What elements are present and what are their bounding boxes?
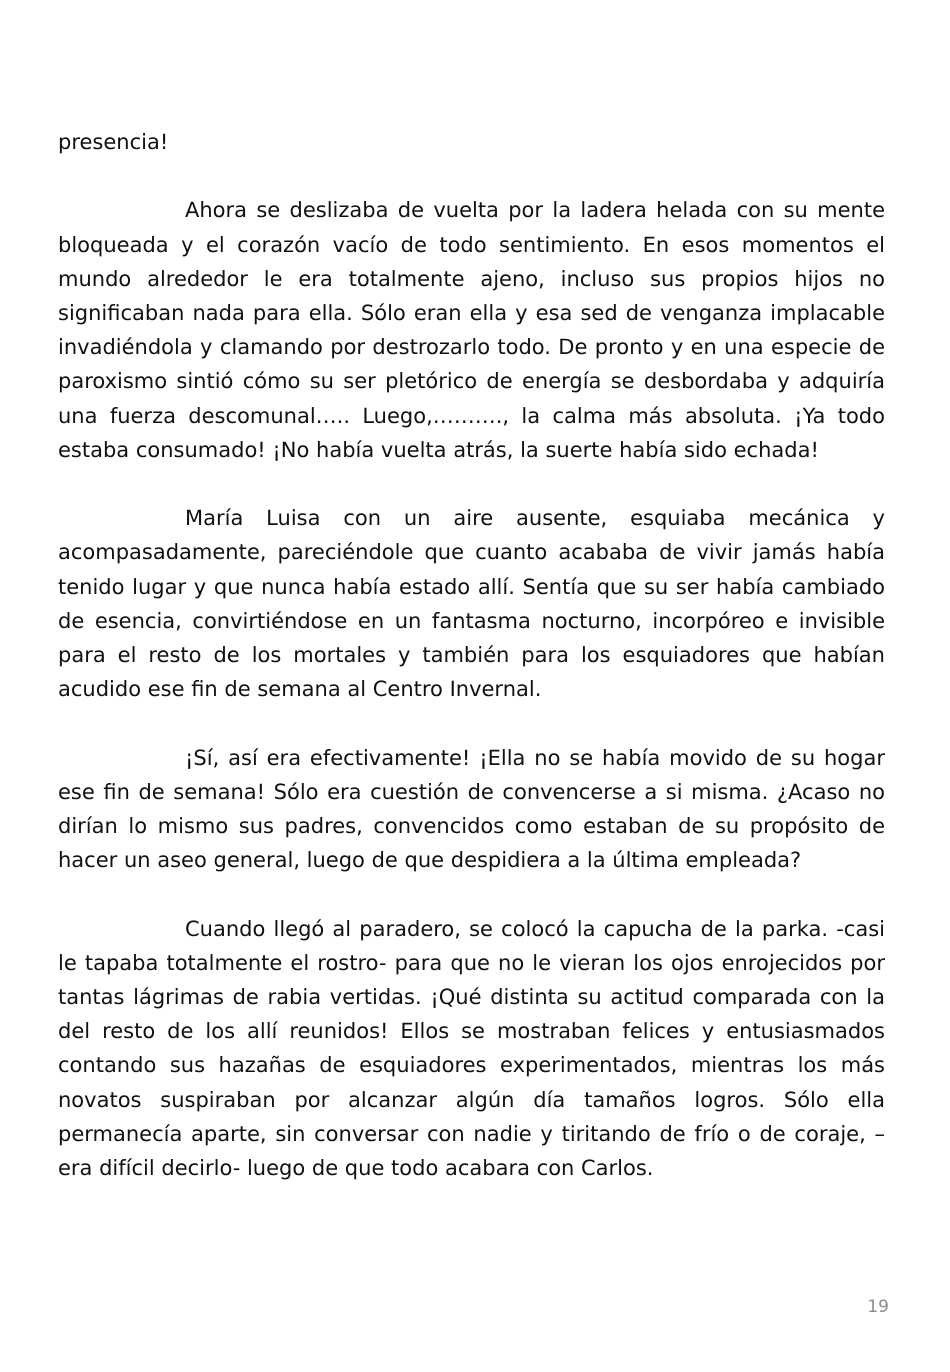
page-number: 19 (867, 1297, 889, 1317)
page-body (58, 125, 885, 1185)
paragraph-paradero: Cuando llegó al paradero, se colocó la capucha de la parka. -casi le tapaba totalmente el rostro- para que no le vieran los ojos enrojecidos por tantas lágrimas de rabia vertidas. ¡Qué distinta su actitud comparada con la del resto de los allí reunidos! Ellos se mostraban felices y entusiasmados contando sus hazañas de esquiadores experimentados, mientras los más novatos suspiraban por alcanzar algún día tamaños logros. Sólo ella permanecía aparte, sin conversar con nadie y tiritando de frío o de coraje, –era difícil decirlo- luego de que todo acabara con Carlos. (58, 916, 885, 1181)
paragraph-maria-luisa: María Luisa con un aire ausente, esquiaba mecánica y acompasadamente, pareciéndole que cuanto acababa de vivir jamás había tenido lugar y que nunca había estado allí. Sentía que su ser había cambiado de esencia, convirtiéndose en un fantasma nocturno, incorpóreo e invisible para el resto de los mortales y también para los esquiadores que habían acudido ese fin de semana al Centro Invernal. (58, 506, 885, 702)
paragraph-ladera: Ahora se deslizaba de vuelta por la ladera helada con su mente bloqueada y el corazón vacío de todo sentimiento. En esos momentos el mundo alrededor le era totalmente ajeno, incluso sus propios hijos no significaban nada para ella. Sólo eran ella y esa sed de venganza implacable invadiéndola y clamando por destrozarlo todo. De pronto y en una especie de paroxismo sintió cómo su ser pletórico de energía se desbordaba y adquiría una fuerza descomunal….. Luego,………., la calma más absoluta. ¡Ya todo estaba consumado! ¡No había vuelta atrás, la suerte había sido echada! (58, 198, 885, 462)
paragraph-continuation: presencia! (58, 130, 169, 154)
paragraph-fin-de-semana: ¡Sí, así era efectivamente! ¡Ella no se había movido de su hogar ese fin de semana! Sólo era cuestión de convencerse a si misma. ¿Acaso no dirían lo mismo sus padres, convencidos como estaban de su propósito de hacer un aseo general, luego de que despidiera a la última empleada? (58, 745, 885, 873)
